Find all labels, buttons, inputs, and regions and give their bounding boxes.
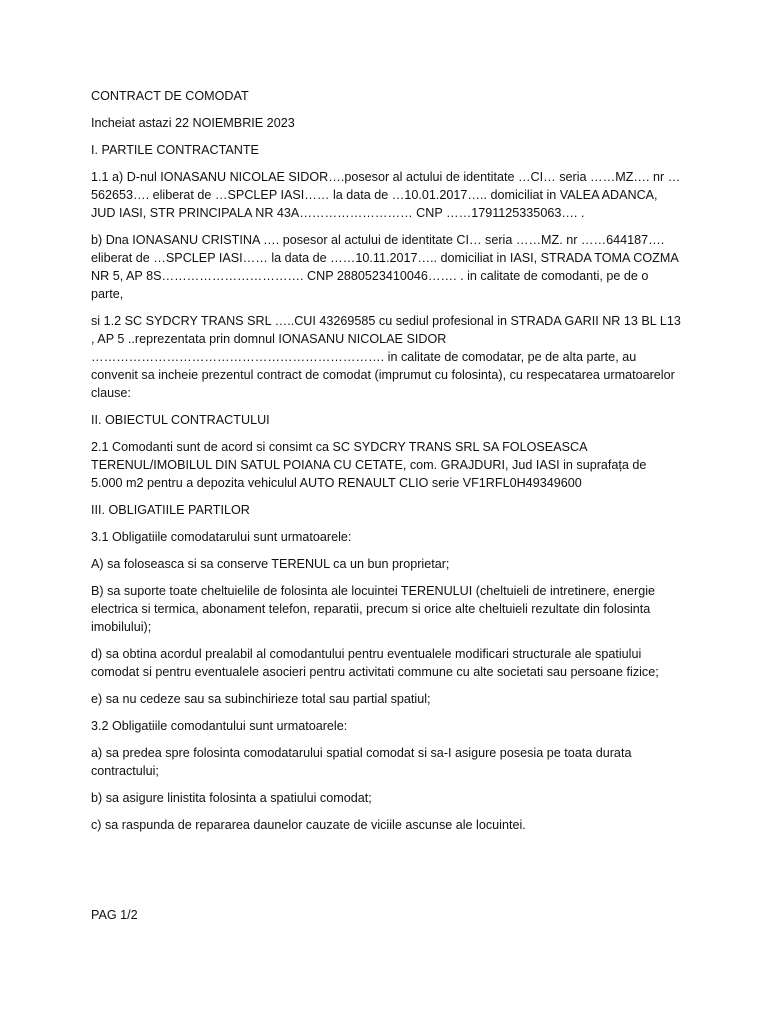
obligation-e-paragraph: e) sa nu cedeze sau sa subinchirieze total sau partial spatiul; [91, 692, 431, 706]
section-heading-parties: I. PARTILE CONTRACTANTE [91, 143, 259, 157]
section-heading-obligations: III. OBLIGATIILE PARTILOR [91, 503, 250, 517]
obligation-3-2-b-paragraph: b) sa asigure linistita folosinta a spatiului comodat; [91, 791, 372, 805]
obligation-3-2-c-paragraph: c) sa raspunda de repararea daunelor cauzate de viciile ascunse ale locuintei. [91, 818, 526, 832]
obligation-d-paragraph: d) sa obtina acordul prealabil al comodantului pentru eventualele modificari structurale ale spatiului comodat si pentru eventualele asocieri pentru activitati commune cu alte societati sau persoane fizice; [91, 647, 659, 679]
party-1-1b-paragraph: b) Dna IONASANU CRISTINA …. posesor al actului de identitate CI… seria ……MZ. nr ……644187…. eliberat de …SPCLEP IASI…… la data de ……10.11.2017….. domiciliat in IASI, STRADA TOMA COZMA NR 5, AP 8S……………………………. CNP 2880523410046……. . in calitate de comodanti, pe de o parte, [91, 233, 679, 301]
object-2-1-paragraph: 2.1 Comodanti sunt de acord si consimt ca SC SYDCRY TRANS SRL SA FOLOSEASCA TERENUL/IMOBILUL DIN SATUL POIANA CU CETATE, com. GRAJDURI, Jud IASI in suprafața de 5.000 m2 pentru a depozita vehiculul AUTO RENAULT CLIO serie VF1RFL0H49349600 [91, 440, 647, 490]
party-1-2-paragraph: si 1.2 SC SYDCRY TRANS SRL …..CUI 43269585 cu sediul profesional in STRADA GARII NR 13 BL L13 , AP 5 ..reprezentata prin domnul IONASANU NICOLAE SIDOR ……………………………………………………………. in calitate de comodatar, pe de alta parte, au convenit sa incheie prezentul contract de comodat (imprumut cu folosinta), cu respecatarea urmatoarelor clause: [91, 314, 681, 400]
obligation-3-2-a-paragraph: a) sa predea spre folosinta comodatarului spatial comodat si sa-I asigure posesia pe toata durata contractului; [91, 746, 632, 778]
section-heading-object: II. OBIECTUL CONTRACTULUI [91, 413, 270, 427]
obligations-3-2-heading: 3.2 Obligatiile comodantului sunt urmatoarele: [91, 719, 348, 733]
date-line: Incheiat astazi 22 NOIEMBRIE 2023 [91, 116, 295, 130]
obligation-a-paragraph: A) sa foloseasca si sa conserve TERENUL ca un bun proprietar; [91, 557, 450, 571]
page-number-footer: PAG 1/2 [91, 908, 138, 922]
party-1-1a-paragraph: 1.1 a) D-nul IONASANU NICOLAE SIDOR….posesor al actului de identitate …CI… seria ……MZ…. nr … 562653…. eliberat de …SPCLEP IASI…… la data de …10.01.2017….. domiciliat in VALEA ADANCA, JUD IASI, STR PRINCIPALA NR 43A……………………… CNP ……1791125335063…. . [91, 170, 681, 220]
document-body [91, 87, 681, 843]
document-title: CONTRACT DE COMODAT [91, 89, 249, 103]
obligations-3-1-heading: 3.1 Obligatiile comodatarului sunt urmatoarele: [91, 530, 352, 544]
obligation-b-paragraph: B) sa suporte toate cheltuielile de folosinta ale locuintei TERENULUI (cheltuieli de intretinere, energie electrica si termica, abonament telefon, reparatii, precum si orice alte cheltuieli rezultate din folosinta imobilului); [91, 584, 655, 634]
